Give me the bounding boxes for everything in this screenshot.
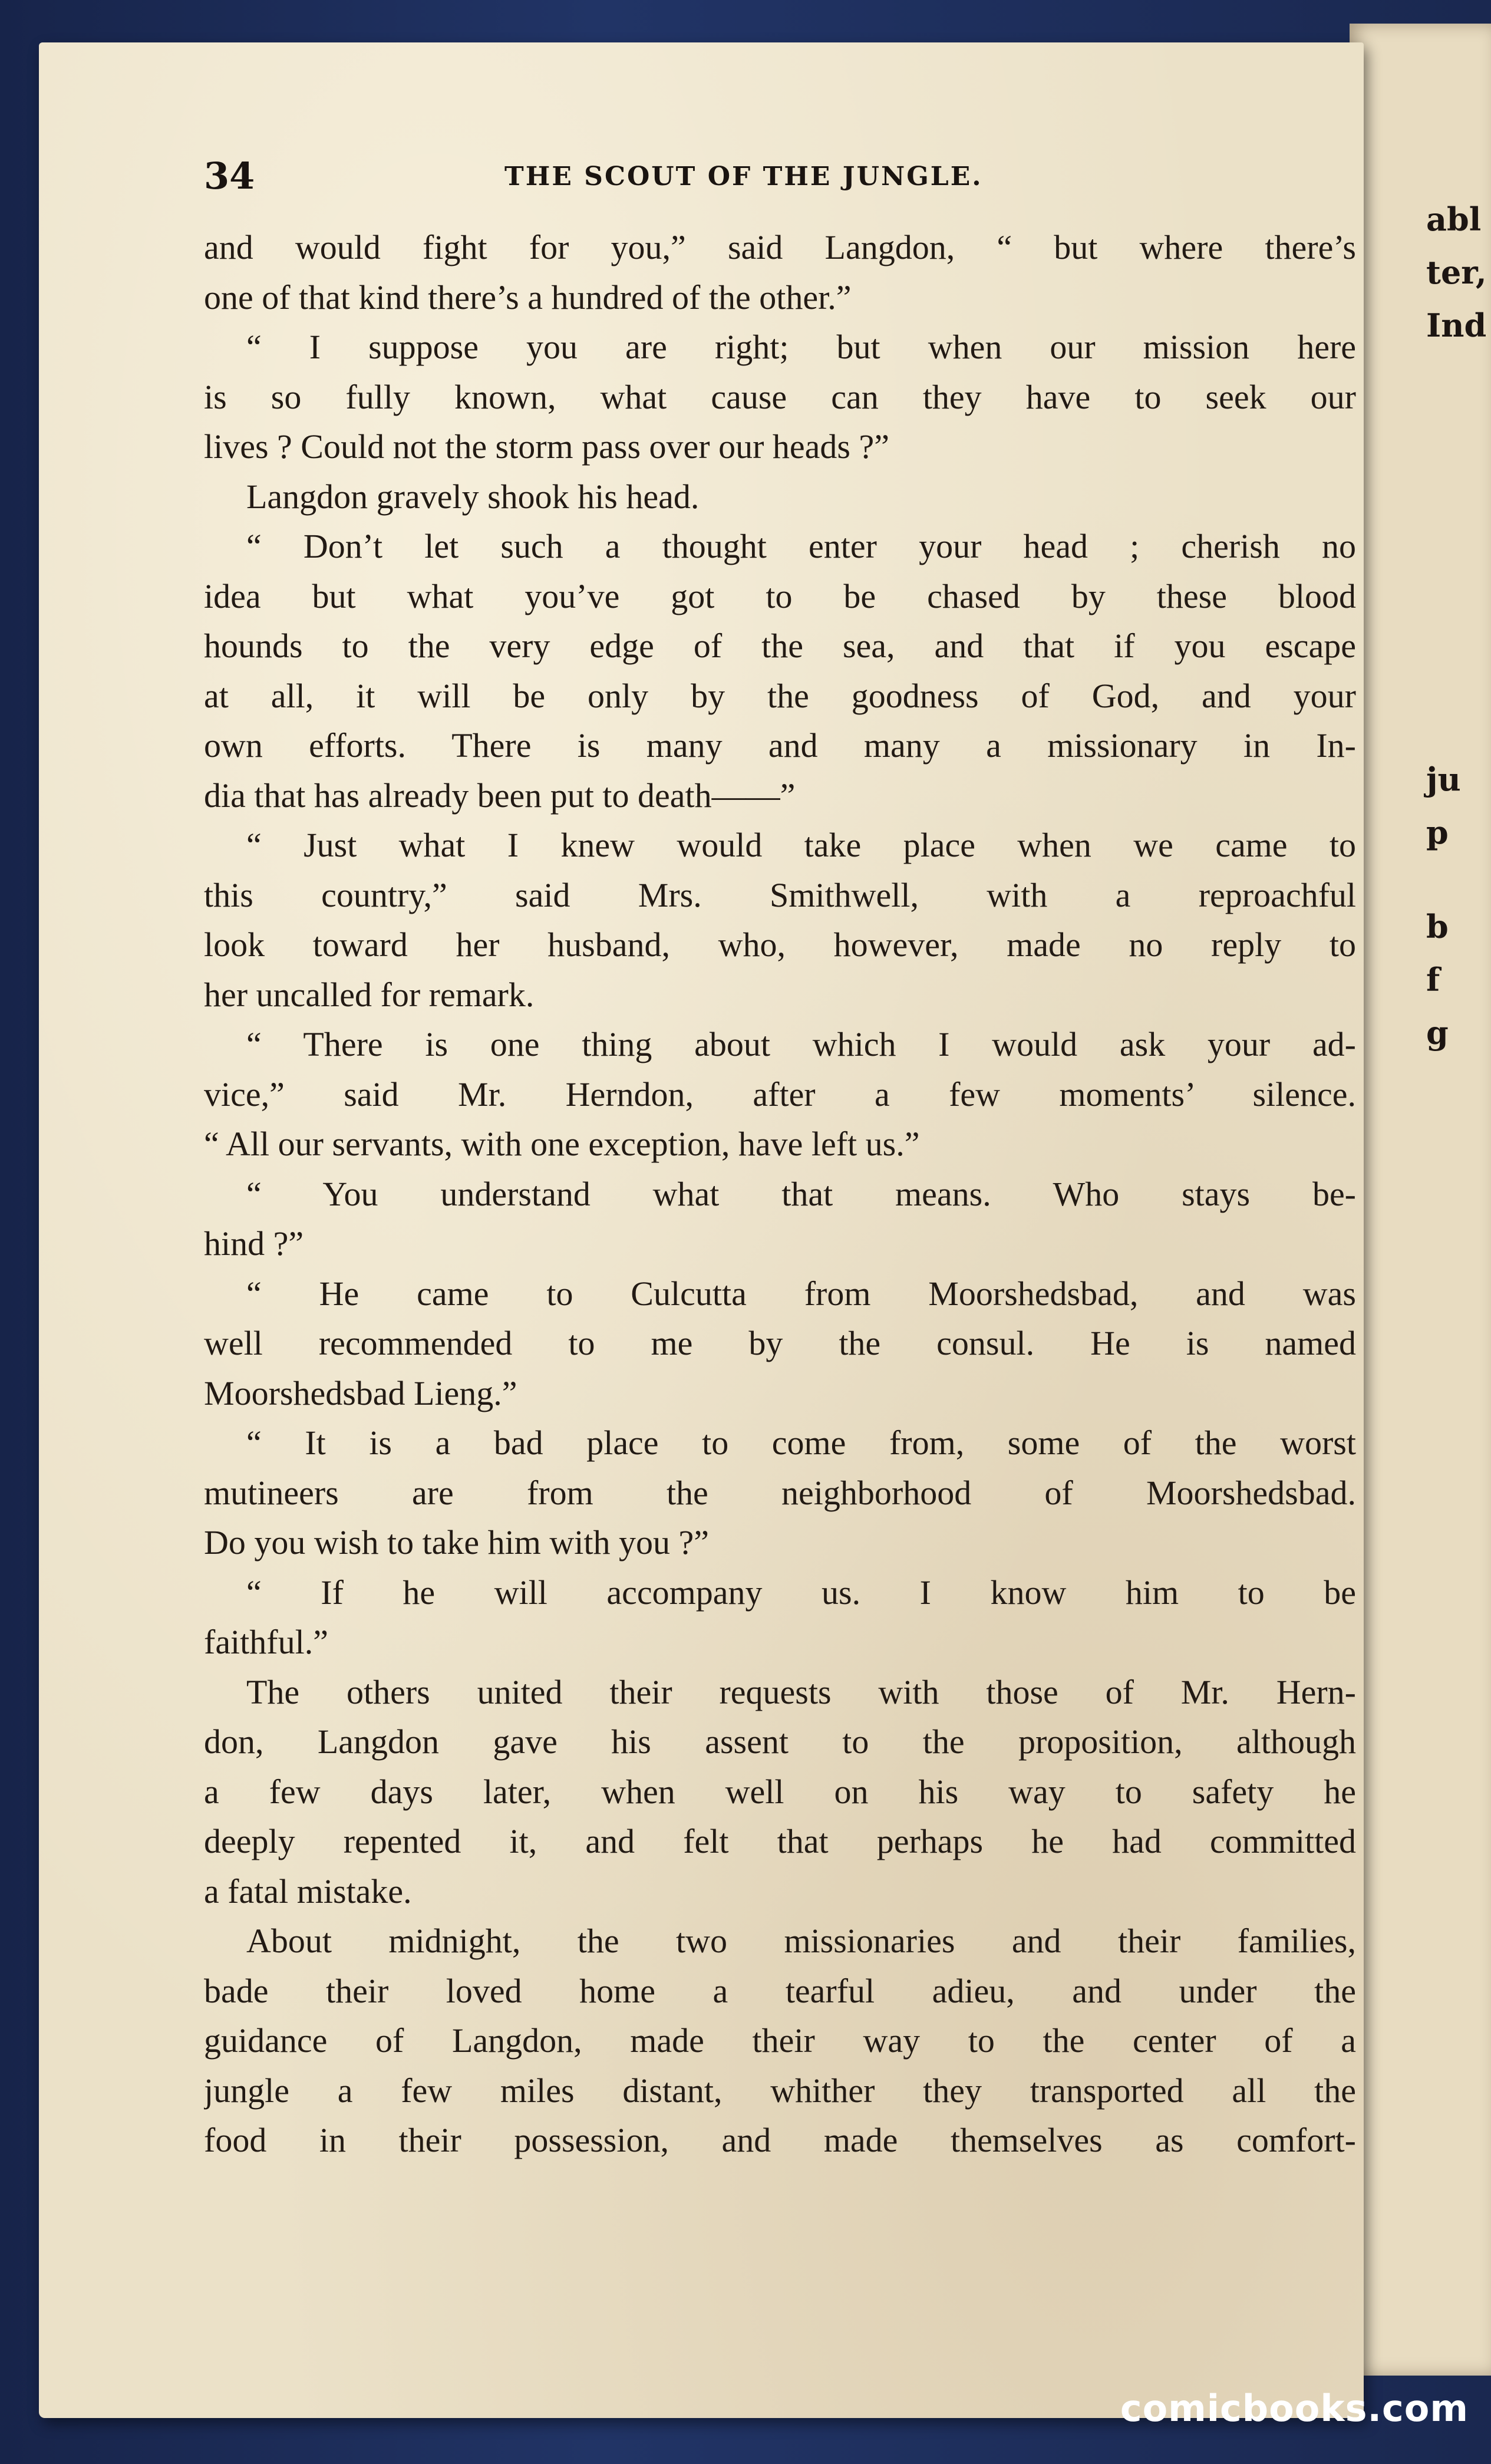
text-line: mutineers are from the neighborhood of Moorshedsbad. <box>204 1473 1356 1512</box>
text-line: and would fight for you,” said Langdon, “ but where there’s <box>204 228 1356 266</box>
text-line: “ You understand what that means. Who stays be- <box>246 1174 1356 1213</box>
text-line: food in their possession, and made themselves as comfort- <box>204 2121 1356 2159</box>
text-line: deeply repented it, and felt that perhaps he had committed <box>204 1822 1356 1860</box>
text-line: guidance of Langdon, made their way to the center of a <box>204 2021 1356 2060</box>
text-line: “ I suppose you are right; but when our mission here <box>246 328 1356 366</box>
text-line: dia that has already been put to death——” <box>204 776 796 815</box>
text-line: vice,” said Mr. Herndon, after a few moments’ silence. <box>204 1075 1356 1114</box>
running-head: THE SCOUT OF THE JUNGLE. <box>504 162 983 192</box>
facing-page-fragment: p <box>1426 813 1449 851</box>
text-line: a few days later, when well on his way to safety he <box>204 1772 1356 1811</box>
text-line: “ Don’t let such a thought enter your head ; cherish no <box>246 527 1356 565</box>
text-line: jungle a few miles distant, whither they transported all the <box>204 2071 1356 2110</box>
facing-page-fragment: b <box>1426 908 1449 946</box>
watermark: comicbooks.com <box>1120 2387 1469 2430</box>
text-line: hind ?” <box>204 1224 304 1263</box>
text-line: idea but what you’ve got to be chased by these blood <box>204 577 1356 615</box>
facing-page-fragment: f <box>1426 961 1440 999</box>
page-number: 34 <box>204 154 255 197</box>
text-line: About midnight, the two missionaries and their families, <box>246 1922 1356 1960</box>
text-line: “ If he will accompany us. I know him to be <box>246 1573 1356 1612</box>
text-line: faithful.” <box>204 1623 328 1661</box>
text-line: “ He came to Culcutta from Moorshedsbad, and was <box>246 1274 1356 1313</box>
text-line: hounds to the very edge of the sea, and that if you escape <box>204 627 1356 665</box>
text-line: “ Just what I knew would take place when we came to <box>246 826 1356 864</box>
facing-page-fragment: Ind <box>1426 307 1487 344</box>
text-line: a fatal mistake. <box>204 1872 412 1910</box>
page-header <box>204 154 1356 202</box>
text-line: “ There is one thing about which I would ask your ad- <box>246 1025 1356 1063</box>
text-line: lives ? Could not the storm pass over our heads ?” <box>204 427 889 466</box>
text-line: bade their loved home a tearful adieu, and under the <box>204 1971 1356 2010</box>
text-line: Moorshedsbad Lieng.” <box>204 1373 517 1412</box>
facing-page <box>1350 24 1491 2376</box>
text-line: this country,” said Mrs. Smithwell, with a reproachful <box>204 875 1356 914</box>
facing-page-fragment: abl <box>1426 200 1482 238</box>
text-line: one of that kind there’s a hundred of the other.” <box>204 278 852 317</box>
text-line: at all, it will be only by the goodness of God, and your <box>204 676 1356 715</box>
text-line: own efforts. There is many and many a missionary in In- <box>204 726 1356 765</box>
text-line: The others united their requests with those of Mr. Hern- <box>246 1672 1356 1711</box>
facing-page-fragment: ter, <box>1426 253 1487 291</box>
facing-page-fragment: ju <box>1426 760 1461 798</box>
text-line: is so fully known, what cause can they have to seek our <box>204 377 1356 416</box>
page-body-text <box>204 223 1356 2166</box>
text-line: don, Langdon gave his assent to the proposition, although <box>204 1722 1356 1761</box>
text-line: look toward her husband, who, however, made no reply to <box>204 925 1356 964</box>
text-line: Do you wish to take him with you ?” <box>204 1523 710 1562</box>
text-line: “ All our servants, with one exception, have left us.” <box>204 1125 920 1163</box>
text-line: “ It is a bad place to come from, some of the worst <box>246 1424 1356 1462</box>
text-line: well recommended to me by the consul. He is named <box>204 1324 1356 1362</box>
text-line: her uncalled for remark. <box>204 975 535 1014</box>
facing-page-fragment: g <box>1426 1014 1449 1052</box>
text-line: Langdon gravely shook his head. <box>246 477 700 516</box>
